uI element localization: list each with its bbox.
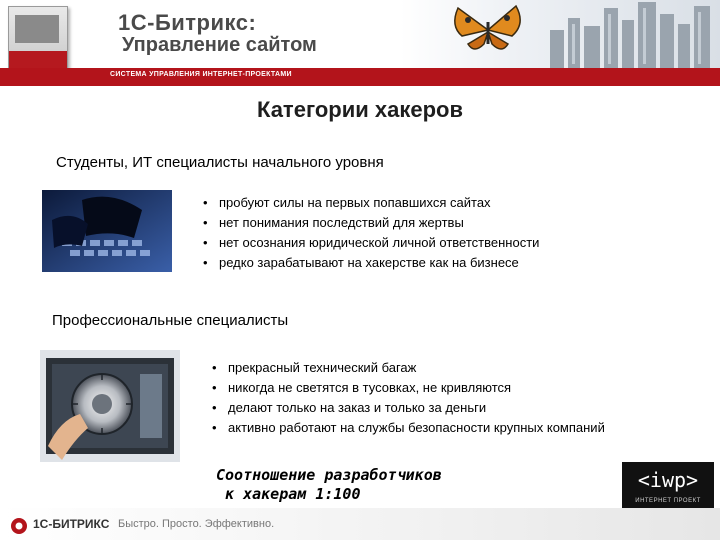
- list-item: • никогда не светятся в тусовках, не кривляются: [212, 378, 605, 398]
- butterfly-skyline-image: [400, 0, 720, 68]
- professionals-bullet-list: [212, 358, 605, 438]
- ratio-line-1: Соотношение разработчиков: [216, 466, 442, 484]
- students-bullet-list: [203, 193, 539, 273]
- footer-slogan: Быстро. Просто. Эффективно.: [118, 518, 275, 530]
- list-item: • нет понимания последствий для жертвы: [203, 213, 539, 233]
- ratio-line-2: к хакерам 1:100: [216, 485, 361, 503]
- safe-dial-image: [40, 350, 180, 462]
- iwp-logo-text: <iwp>: [637, 468, 699, 492]
- brand-subtitle: Управление сайтом: [122, 34, 317, 56]
- bitrix-logo-icon: [10, 517, 28, 535]
- header-band-text: СИСТЕМА УПРАВЛЕНИЯ ИНТЕРНЕТ-ПРОЕКТАМИ: [110, 71, 292, 78]
- ratio-note: [216, 466, 442, 504]
- hacker-keyboard-image: [42, 190, 172, 272]
- section-heading-students: Студенты, ИТ специалисты начального уровня: [56, 154, 384, 171]
- iwp-logo-subtitle: ИНТЕРНЕТ ПРОЕКТ: [635, 498, 701, 504]
- slide-title: Категории хакеров: [257, 97, 463, 122]
- list-item: • пробуют силы на первых попавшихся сайтах: [203, 193, 539, 213]
- list-item: • редко зарабатывают на хакерстве как на бизнесе: [203, 253, 539, 273]
- list-item: • делают только на заказ и только за деньги: [212, 398, 605, 418]
- header-red-band: [0, 68, 720, 86]
- footer-brand: 1С-БИТРИКС: [33, 517, 110, 531]
- list-item: • активно работают на службы безопасности крупных компаний: [212, 418, 605, 438]
- product-box-image: [8, 6, 68, 74]
- brand-title: 1С-Битрикс:: [118, 10, 257, 35]
- list-item: • нет осознания юридической личной ответственности: [203, 233, 539, 253]
- section-heading-professionals: Профессиональные специалисты: [52, 312, 289, 329]
- list-item: • прекрасный технический багаж: [212, 358, 605, 378]
